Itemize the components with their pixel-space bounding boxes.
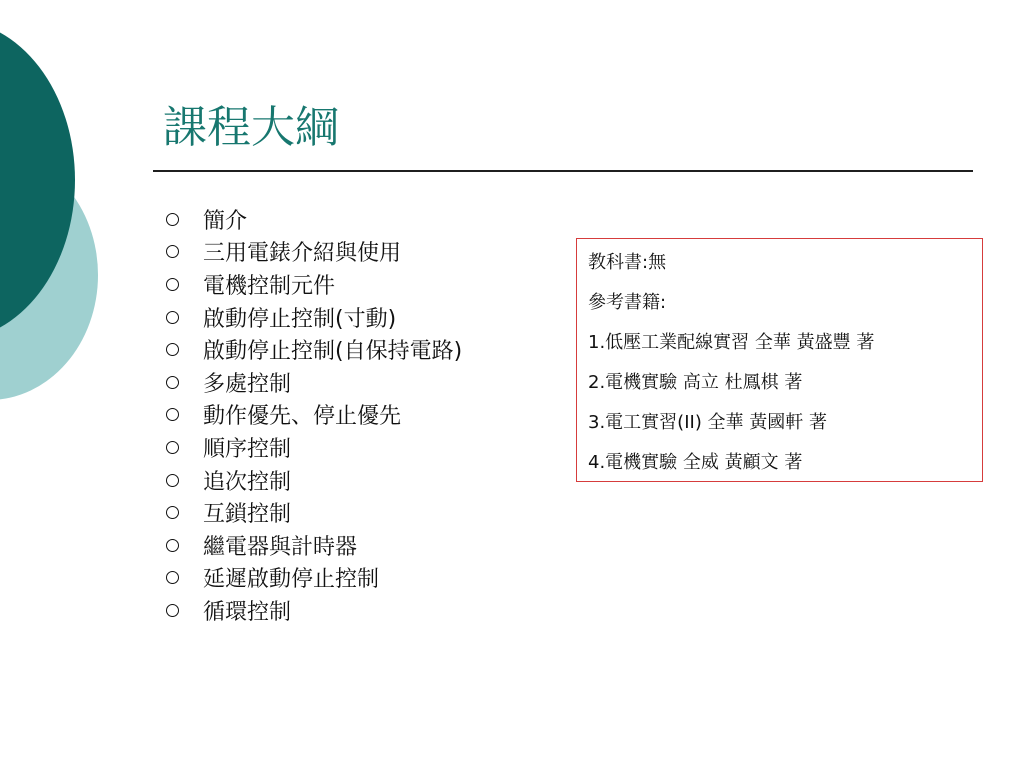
circle-bullet-icon bbox=[166, 474, 179, 487]
slide-title: 課程大綱 bbox=[163, 102, 339, 153]
list-item bbox=[166, 431, 462, 464]
list-item bbox=[166, 333, 462, 366]
topic-label: 啟動停止控制(寸動) bbox=[203, 306, 397, 332]
circle-bullet-icon bbox=[166, 408, 179, 421]
list-item bbox=[166, 366, 462, 399]
circle-bullet-icon bbox=[166, 311, 179, 324]
topic-label: 啟動停止控制(自保持電路) bbox=[203, 339, 463, 365]
circle-bullet-icon bbox=[166, 278, 179, 291]
list-item bbox=[166, 268, 462, 301]
list-item bbox=[166, 464, 462, 497]
list-item bbox=[166, 496, 462, 529]
title-divider bbox=[153, 170, 973, 172]
circle-bullet-icon bbox=[166, 604, 179, 617]
topic-label: 動作優先、停止優先 bbox=[203, 404, 402, 430]
list-item bbox=[166, 236, 462, 269]
list-item bbox=[166, 203, 462, 236]
circle-bullet-icon bbox=[166, 343, 179, 356]
list-item bbox=[166, 399, 462, 432]
list-item bbox=[166, 562, 462, 595]
reference-box bbox=[576, 238, 983, 482]
topic-label: 電機控制元件 bbox=[203, 273, 336, 299]
list-item bbox=[166, 529, 462, 562]
circle-bullet-icon bbox=[166, 245, 179, 258]
list-item bbox=[166, 301, 462, 334]
topic-label: 追次控制 bbox=[203, 469, 292, 495]
topic-list bbox=[166, 203, 462, 627]
topic-label: 簡介 bbox=[203, 208, 248, 234]
circle-bullet-icon bbox=[166, 213, 179, 226]
topic-label: 多處控制 bbox=[203, 371, 292, 397]
topic-label: 繼電器與計時器 bbox=[203, 534, 358, 560]
reference-heading: 參考書籍: bbox=[588, 292, 667, 313]
circle-bullet-icon bbox=[166, 506, 179, 519]
topic-label: 互鎖控制 bbox=[203, 502, 292, 528]
circle-bullet-icon bbox=[166, 376, 179, 389]
topic-label: 三用電錶介紹與使用 bbox=[203, 241, 402, 267]
reference-item: 4.電機實驗 全威 黃顧文 著 bbox=[588, 452, 803, 473]
topic-label: 順序控制 bbox=[203, 436, 292, 462]
circle-bullet-icon bbox=[166, 539, 179, 552]
reference-item: 1.低壓工業配線實習 全華 黃盛豐 著 bbox=[588, 332, 875, 353]
reference-item: 3.電工實習(II) 全華 黃國軒 著 bbox=[588, 412, 827, 433]
list-item bbox=[166, 594, 462, 627]
topic-label: 延遲啟動停止控制 bbox=[203, 567, 380, 593]
circle-bullet-icon bbox=[166, 571, 179, 584]
circle-bullet-icon bbox=[166, 441, 179, 454]
reference-item: 2.電機實驗 高立 杜鳳棋 著 bbox=[588, 372, 803, 393]
textbook-line: 教科書:無 bbox=[588, 252, 667, 273]
topic-label: 循環控制 bbox=[203, 599, 292, 625]
